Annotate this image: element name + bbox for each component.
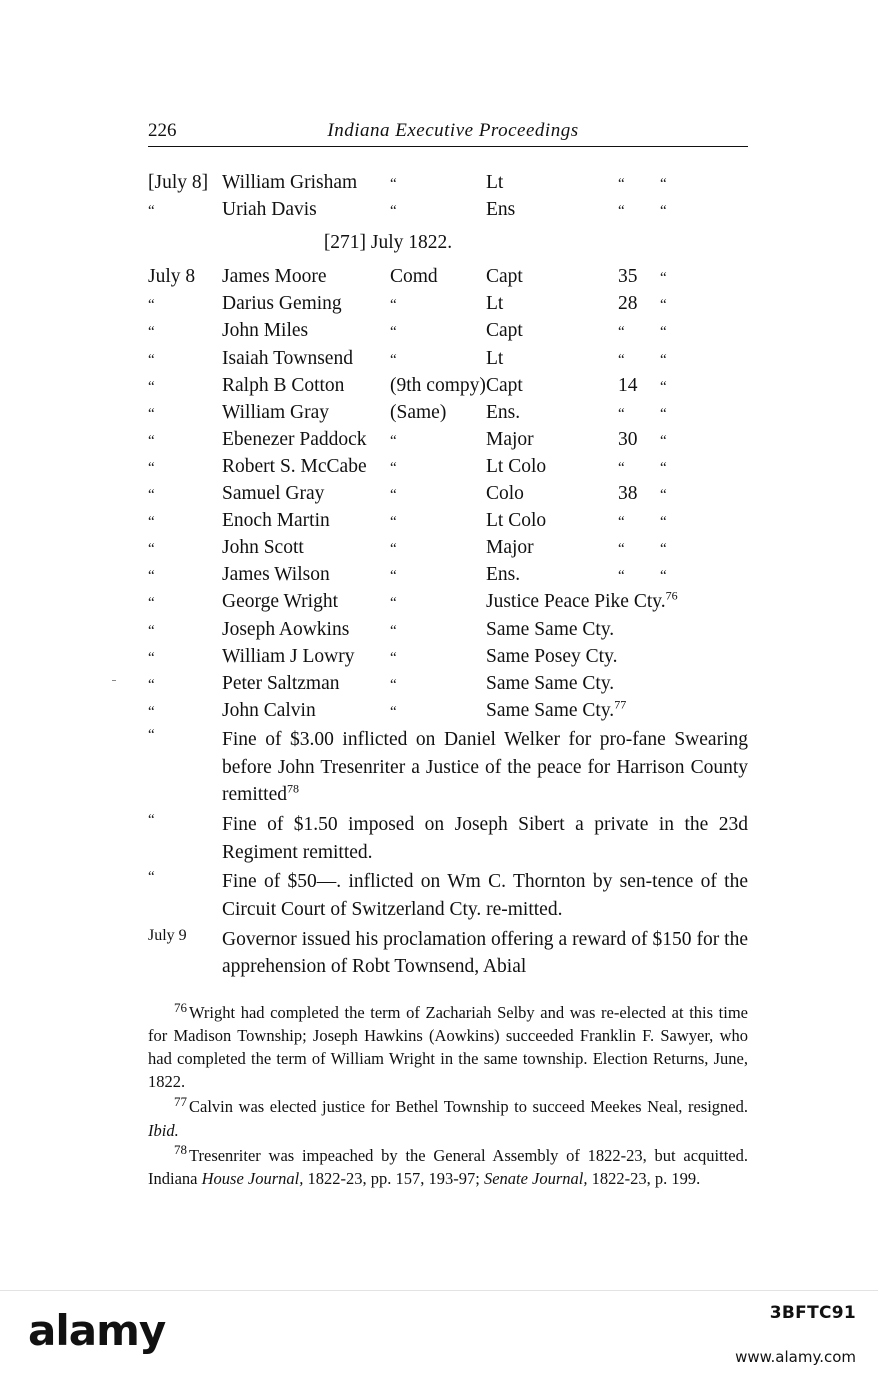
table-row [148,480,748,507]
table-row [148,426,748,453]
entry-name: Joseph Aowkins [222,618,350,640]
entry-rank: Ens. [486,564,521,586]
entry-mid: “ [390,176,399,192]
entry-last: “ [660,459,669,476]
section-heading: [271] July 1822. [323,232,453,254]
entry-mid: “ [390,568,399,585]
footnote-text: 1822‐23, p. 199. [587,1168,701,1188]
paragraph-text: Fine of $1.50 imposed on Joseph Sibert a private in the 23d Regiment remitted. [222,813,748,863]
footnote-citation: Senate Journal, [483,1168,588,1188]
entry-mid: (Same) [390,401,447,423]
entry-last: “ [660,568,669,585]
entry-name: Robert S. McCabe [222,455,367,477]
table-row [148,263,748,290]
footnote-item [148,1095,748,1141]
entry-date: “ [148,432,157,449]
entry-date: “ [148,203,157,220]
entry-date: “ [148,622,157,639]
entry-office-text: Justice Peace Pike Cty. [486,591,666,613]
entry-date: “ [148,595,157,612]
footnote-ref: 77 [614,697,627,712]
entry-date: “ [148,541,157,558]
table-row [148,345,748,372]
entry-rank: Ens. [486,401,521,423]
footnote-number: 78 [174,1142,187,1158]
entry-date: “ [148,378,157,395]
entry-name: Darius Geming [222,293,342,315]
entry-mid: “ [390,297,399,314]
table-row [148,453,748,480]
entry-rank: Capt [486,374,523,396]
table-row [148,588,748,615]
table-row [148,196,748,223]
paragraph-text [222,726,748,809]
entry-date: July 8 [148,266,196,288]
entry-rank: Major [486,428,534,450]
entry-name: Samuel Gray [222,483,325,505]
entry-num: “ [618,351,627,368]
entry-name: William J Lowry [222,645,355,667]
entry-last: “ [660,176,669,192]
entry-rank: Ens [486,199,516,221]
entry-num: 35 [618,266,638,288]
table-row [148,697,748,724]
table-row [148,317,748,344]
entry-last: “ [660,351,669,368]
footnote-ref: 78 [286,781,299,796]
entry-num: 38 [618,483,638,505]
footnote-item [148,1001,748,1093]
entry-mid: “ [390,676,399,693]
entry-date: “ [148,514,157,531]
entry-num: 14 [618,374,638,396]
entry-name: James Moore [222,266,327,288]
entry-mid: “ [390,459,399,476]
table-row [148,372,748,399]
entry-office: Same Posey Cty. [486,645,618,667]
entry-name: Ebenezer Paddock [222,428,367,450]
entry-date: “ [148,405,157,422]
footnote-text: Calvin was elected justice for Bethel Township to succeed Meekes Neal, resigned. [189,1097,748,1117]
entry-name: Isaiah Townsend [222,347,353,369]
entry-mid: “ [390,432,399,449]
entry-mid: “ [390,487,399,504]
entry-name: George Wright [222,591,339,613]
entry-office [486,697,748,724]
paragraph-entry [148,926,748,981]
entry-date: [July 8] [148,172,209,193]
table-row [148,169,748,196]
footnote-number: 76 [174,999,187,1015]
entry-name: James Wilson [222,564,330,586]
paragraph-entry [148,726,748,809]
table-row [148,290,748,317]
entry-mid: (9th compy) [390,374,486,396]
paragraph-text: Fine of $50—. inflicted on Wm C. Thornton by sen‐tence of the Circuit Court of Switzerland Cty. re‐mitted. [222,871,748,920]
entry-date: “ [148,351,157,368]
footnote-block [148,1001,748,1190]
entry-last: “ [660,514,669,531]
entry-name: William Gray [222,401,329,423]
entry-list-top [148,169,748,724]
footnote-citation: Ibid. [148,1120,179,1140]
entry-num: “ [618,541,627,558]
table-row [148,670,748,697]
entry-num: “ [618,203,627,220]
entry-date: “ [148,676,157,693]
table-row [148,399,748,426]
entry-name: John Calvin [222,699,316,721]
entry-rank: Lt [486,347,504,369]
entry-rank: Colo [486,483,524,505]
entry-num: “ [618,514,627,531]
table-row [148,534,748,561]
entry-mid: “ [390,595,399,612]
entry-num: “ [618,405,627,422]
entry-last: “ [660,378,669,395]
entry-mid: Comd [390,266,438,288]
entry-date: “ [148,324,157,341]
footnote-citation: House Journal, [201,1168,304,1188]
entry-num: 28 [618,293,638,315]
entry-date: “ [148,703,157,720]
image-id: 3BFTC91 [769,1303,856,1323]
footnote-text: Wright had completed the term of Zachariah Selby and was re‐elected at this time for Madison Township; Joseph Hawkins (Aowkins) succeeded Franklin F. Sawyer, who had completed the term of William Wright in the same township. Election Returns, June, 1822. [148,1003,748,1092]
page-header [148,120,748,147]
entry-office: Same Same Cty. [486,618,615,640]
footnote-text: 1822‐23, pp. 157, 193‐97; [303,1168,484,1188]
paragraph-text: Governor issued his proclamation offering a reward of $150 for the apprehension of Robt Townsend, Abial [222,928,748,978]
entry-rank: Capt [486,266,523,288]
entry-num: 30 [618,428,638,450]
entry-date: “ [148,568,157,585]
entry-last: “ [660,487,669,504]
footnote-item [148,1144,748,1190]
entry-mid: “ [390,703,399,720]
entry-last: “ [660,432,669,449]
entry-office-text: Same Same Cty. [486,699,615,721]
entry-date: “ [148,869,157,886]
entry-num: “ [618,176,627,192]
table-row [148,561,748,588]
entry-mid: “ [390,622,399,639]
alamy-url[interactable]: www.alamy.com [735,1348,856,1366]
running-title: Indiana Executive Proceedings [327,120,579,141]
footnote-ref: 76 [665,588,678,603]
entry-name: John Miles [222,320,309,342]
entry-mid: “ [390,203,399,220]
entry-date: “ [148,297,157,314]
entry-name: Uriah Davis [222,199,317,221]
entry-rank: Lt Colo [486,455,547,477]
alamy-logo: alamy [28,1306,166,1355]
entry-last: “ [660,297,669,314]
entry-rank: Lt [486,293,504,315]
entry-date: “ [148,811,157,828]
entry-rank: Lt [486,172,504,193]
paragraph-entry [148,868,748,923]
entry-last: “ [660,541,669,558]
entry-last: “ [660,270,669,287]
table-row [148,507,748,534]
page-content [148,120,748,1192]
entry-name: John Scott [222,537,304,559]
entry-mid: “ [390,351,399,368]
entry-name: Enoch Martin [222,510,330,532]
entry-mid: “ [390,324,399,341]
entry-last: “ [660,203,669,220]
entry-name: Peter Saltzman [222,672,340,694]
entry-mid: “ [390,649,399,666]
entry-num: “ [618,324,627,341]
footnote-text: Tresenriter was impeached by the General Assembly of 1822‐23, but acquitted. Indiana [148,1145,748,1188]
entry-num: “ [618,568,627,585]
entry-last: “ [660,405,669,422]
entry-date: July 9 [148,926,187,944]
entry-last: “ [660,324,669,341]
entry-date: “ [148,487,157,504]
entry-name: Ralph B Cotton [222,374,345,396]
entry-name: William Grisham [222,172,358,193]
entry-office [486,588,748,615]
entry-date: “ [148,726,157,743]
entry-num: “ [618,459,627,476]
table-row [148,616,748,643]
footnote-number: 77 [174,1093,187,1109]
entry-mid: “ [390,514,399,531]
entry-rank: Major [486,537,534,559]
entry-rank: Lt Colo [486,510,547,532]
margin-tick-mark [112,680,116,681]
table-row [148,643,748,670]
paragraph-body: Fine of $3.00 inflicted on Daniel Welker for pro‐fane Swearing before John Tresenriter a Justice of the peace for Harrison County remitted [222,728,748,806]
entry-mid: “ [390,541,399,558]
entry-rank: Capt [486,320,523,342]
paragraph-entry [148,811,748,866]
entry-office: Same Same Cty. [486,672,615,694]
page-number: 226 [148,120,177,141]
entry-date: “ [148,649,157,666]
entry-date: “ [148,459,157,476]
